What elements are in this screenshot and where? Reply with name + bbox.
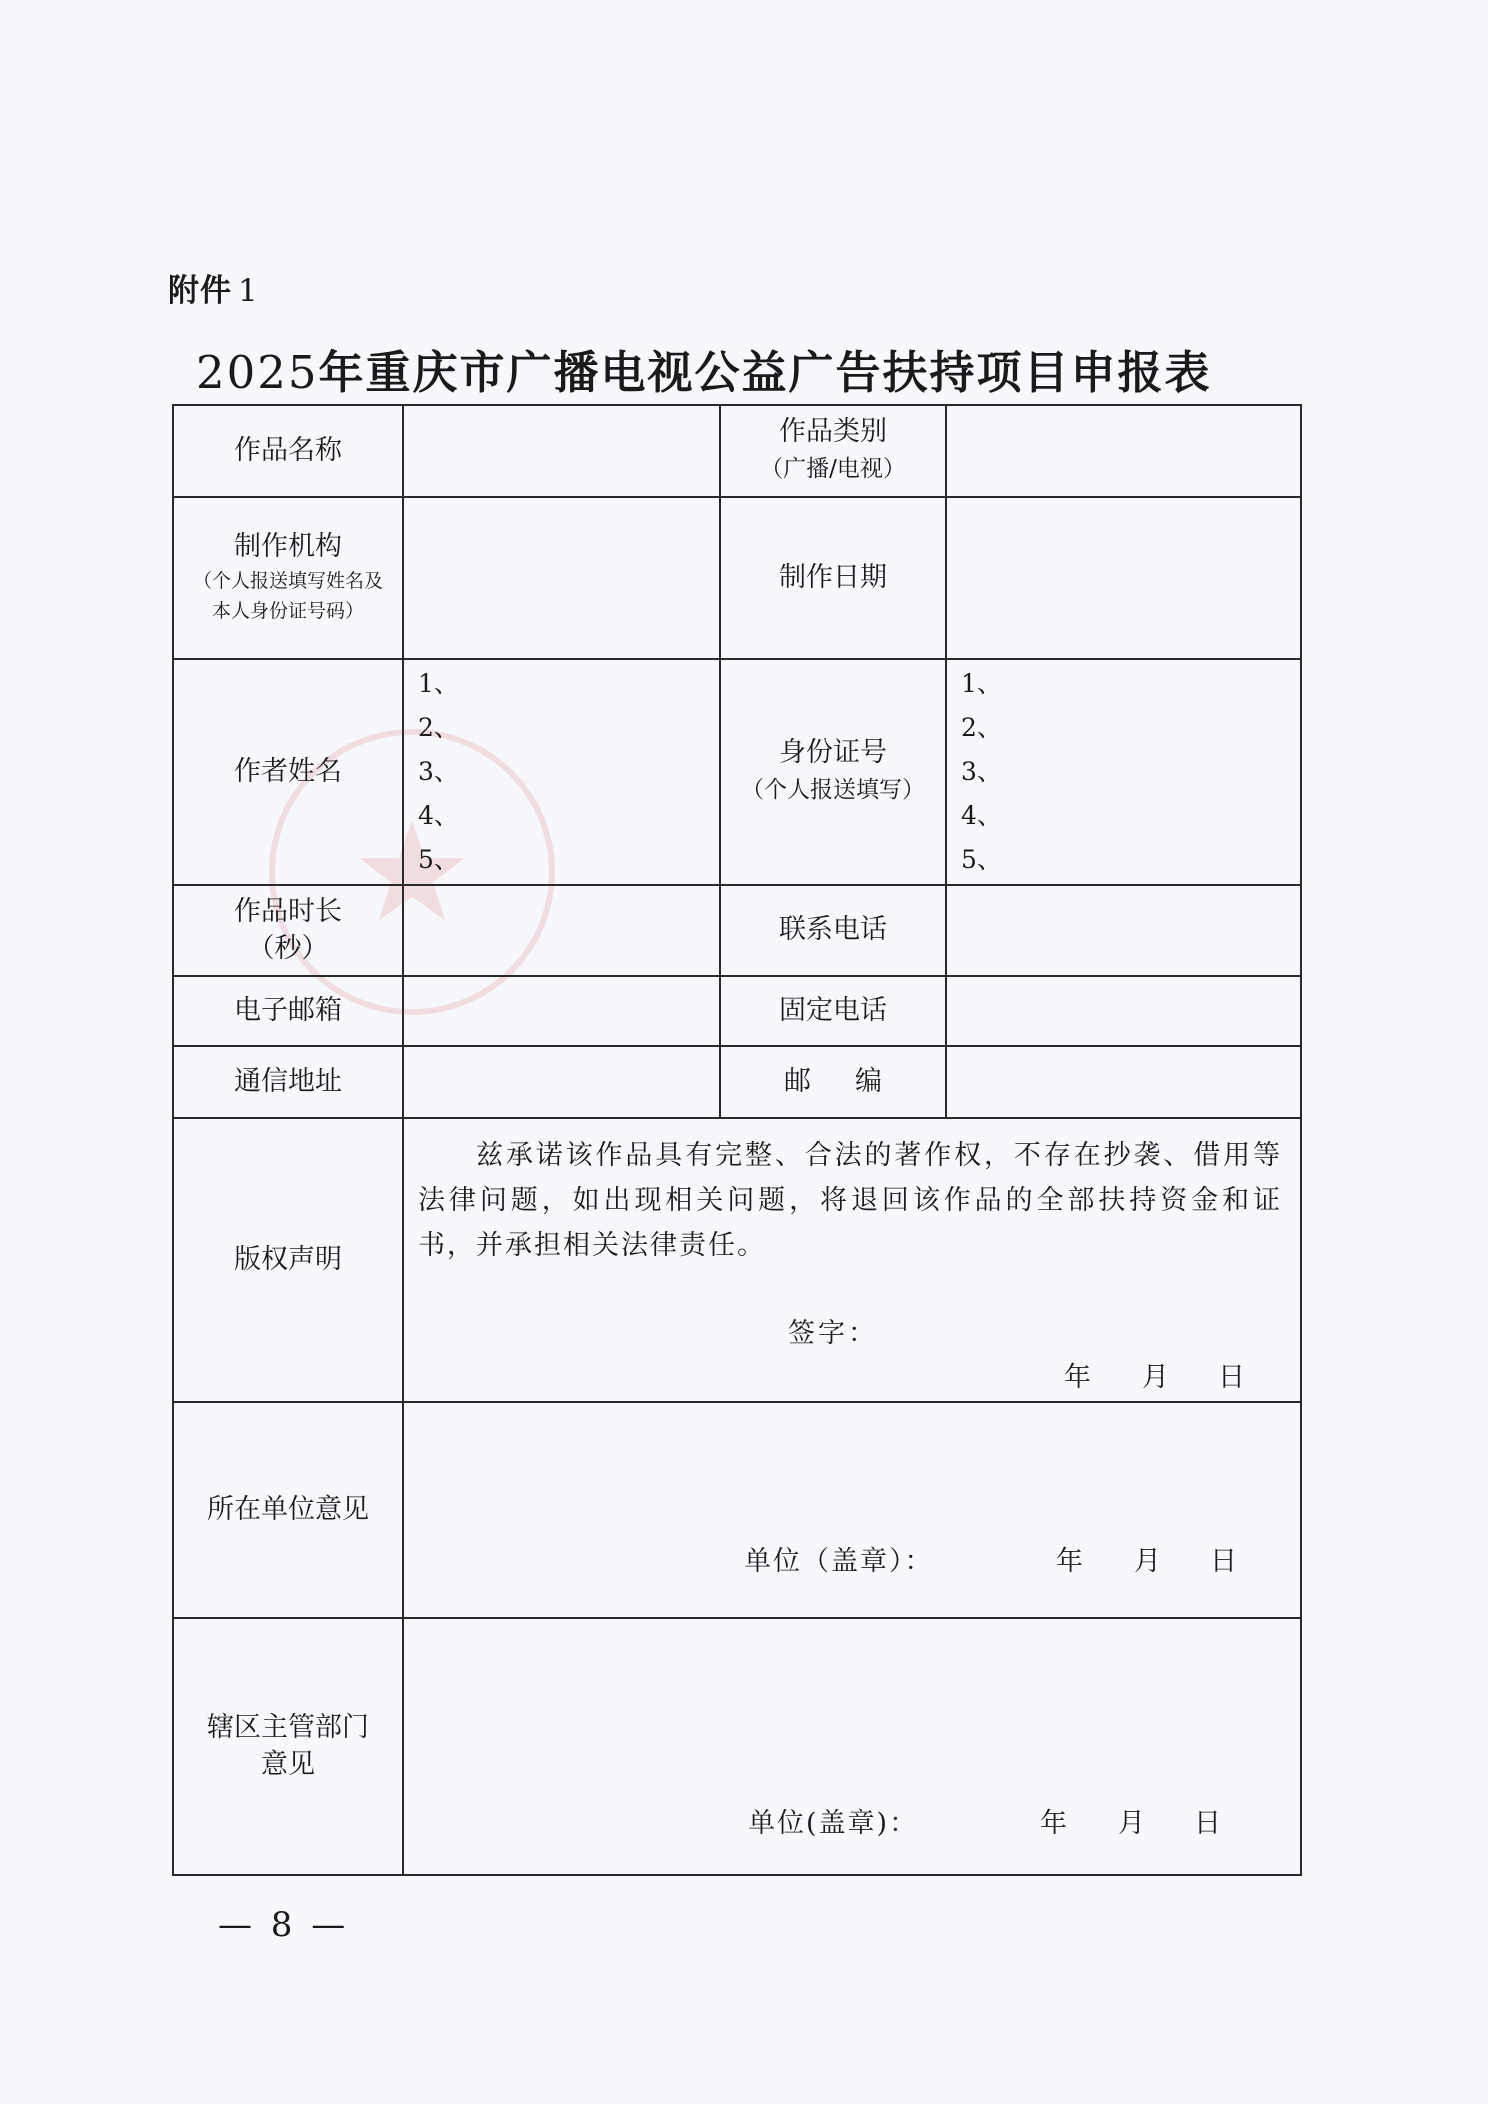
production-date-field[interactable] [946,497,1301,659]
row-unit-opinion [173,1402,1301,1618]
dept-opinion-date [1040,1801,1221,1840]
address-field[interactable] [403,1046,720,1118]
dept-opinion-label-2: 意见 [261,1748,315,1780]
id-slot: 1、 [961,669,1002,698]
postcode-field[interactable] [946,1046,1301,1118]
id-number-note: （个人报送填写） [741,776,925,803]
dept-opinion-cell[interactable] [403,1618,1301,1875]
contact-phone-label: 联系电话 [720,885,946,976]
id-slot: 2、 [961,713,1002,742]
id-slot: 5、 [961,845,1002,874]
row-copyright [173,1118,1301,1402]
copyright-label: 版权声明 [173,1118,403,1402]
author-name-label: 作者姓名 [173,659,403,885]
row-dept-opinion [173,1618,1301,1875]
address-label: 通信地址 [173,1046,403,1118]
date-day: 日 [1218,1362,1245,1393]
landline-label: 固定电话 [720,976,946,1046]
attachment-label-text: 附件 [168,273,232,309]
email-field[interactable] [403,976,720,1046]
producer-label: 制作机构 [234,531,342,563]
work-category-field[interactable] [946,405,1301,497]
id-slot: 4、 [961,801,1002,830]
producer-note-line-1: （个人报送填写姓名及 [192,569,383,592]
author-slot: 2、 [418,713,459,742]
unit-opinion-date [1056,1539,1237,1578]
author-slot: 1、 [418,669,459,698]
row-address [173,1046,1301,1118]
work-category-label-cell [720,405,946,497]
date-year: 年 [1040,1808,1067,1839]
row-duration [173,885,1301,976]
row-authors [173,659,1301,885]
work-name-field[interactable] [403,405,720,497]
duration-label: 作品时长 [234,896,342,928]
date-month: 月 [1134,1546,1161,1577]
unit-stamp-label: 单位（盖章）： [744,1546,934,1577]
id-number-list[interactable] [946,659,1301,885]
duration-label-cell [173,885,403,976]
email-label: 电子邮箱 [173,976,403,1046]
author-name-list[interactable] [403,659,720,885]
attachment-number: 1 [238,273,259,309]
form-title-year: 2025 [196,346,319,399]
row-work-name [173,405,1301,497]
id-slot: 3、 [961,757,1002,786]
id-number-label-cell [720,659,946,885]
unit-opinion-cell[interactable] [403,1402,1301,1618]
author-slot: 3、 [418,757,459,786]
copyright-statement-cell [403,1118,1301,1402]
signature-label[interactable]: 签字： [788,1318,878,1349]
author-slot: 5、 [418,845,459,874]
row-producer [173,497,1301,659]
landline-field[interactable] [946,976,1301,1046]
producer-label-cell [173,497,403,659]
producer-note-line-2: 本人身份证号码） [211,600,364,623]
row-email [173,976,1301,1046]
date-month: 月 [1118,1808,1145,1839]
date-day: 日 [1194,1808,1221,1839]
date-month: 月 [1142,1362,1169,1393]
dept-opinion-label-cell [173,1618,403,1875]
form-title [196,336,1286,401]
page-number: — 8 — [218,1905,350,1945]
copyright-statement-text: 兹承诺该作品具有完整、合法的著作权，不存在抄袭、借用等法律问题，如出现相关问题，将退回该作品的全部扶持资金和证书，并承担相关法律责任。 [418,1140,1282,1261]
date-year: 年 [1056,1546,1083,1577]
copyright-date [1064,1355,1245,1394]
unit-opinion-label: 所在单位意见 [173,1402,403,1618]
production-date-label: 制作日期 [720,497,946,659]
duration-unit: （秒） [247,932,329,964]
work-category-label: 作品类别 [779,416,887,448]
id-number-label: 身份证号 [779,737,887,769]
author-slot: 4、 [418,801,459,830]
contact-phone-field[interactable] [946,885,1301,976]
duration-field[interactable] [403,885,720,976]
work-category-note: （广播/电视） [760,455,906,482]
dept-opinion-label: 辖区主管部门 [207,1712,369,1744]
work-name-label: 作品名称 [173,405,403,497]
date-year: 年 [1064,1362,1091,1393]
postcode-label: 邮编 [720,1046,946,1118]
application-form-table [172,404,1302,1876]
producer-field[interactable] [403,497,720,659]
attachment-label [168,265,259,310]
dept-stamp-label: 单位(盖章)： [748,1808,919,1839]
form-title-text: 年重庆市广播电视公益广告扶持项目申报表 [318,346,1212,399]
date-day: 日 [1210,1546,1237,1577]
